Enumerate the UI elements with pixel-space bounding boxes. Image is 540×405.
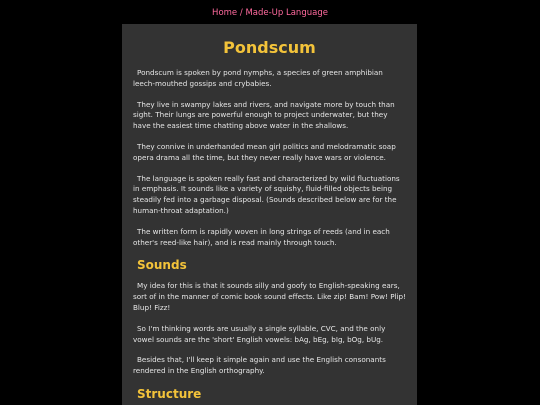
sounds-paragraph: My idea for this is that it sounds silly and goofy to English-speaking ears, sort of in the manner of comic book sound effects. Like zip! Bam! Pow! Plip! Blup! Fizz! [133,281,406,312]
structure-heading: Structure [137,386,202,401]
sounds-paragraph: Besides that, I'll keep it simple again and use the English consonants rendered in the English orthography. [133,355,386,376]
sounds-paragraph: So I'm thinking words are usually a single syllable, CVC, and the only vowel sounds are the 'short' English vowels: bAg, bEg, bIg, bOg, bUg. [133,323,386,344]
breadcrumb-current-link[interactable]: Made-Up Language [245,8,328,18]
intro-paragraph: They live in swampy lakes and rivers, and navigate more by touch than sight. Their lungs are powerful enough to project underwater, but they have the easiest time chatting above water in the shallows. [133,99,395,131]
intro-paragraph: The language is spoken really fast and characterized by wild fluctuations in emphasis. It sounds like a variety of squishy, fluid-filled objects being steadily fed into a garbage disposal. (Sounds described below are for the human-throat adaptation.) [133,173,400,215]
breadcrumb-home-link[interactable]: Home [212,8,238,18]
intro-paragraph: They connive in underhanded mean girl politics and melodramatic soap opera drama all the time, but they never really have wars or violence. [133,141,396,162]
page-title: Pondscum [223,38,316,57]
sounds-heading: Sounds [137,258,187,273]
article-panel [122,24,417,405]
breadcrumb-separator: / [237,8,246,18]
intro-paragraph: Pondscum is spoken by pond nymphs, a species of green amphibian leech-mouthed gossips and crybabies. [133,68,383,88]
intro-paragraph: The written form is rapidly woven in long strings of reeds (and in each other's reed-like hair), and is read mainly through touch. [133,226,390,247]
breadcrumb [0,7,540,19]
